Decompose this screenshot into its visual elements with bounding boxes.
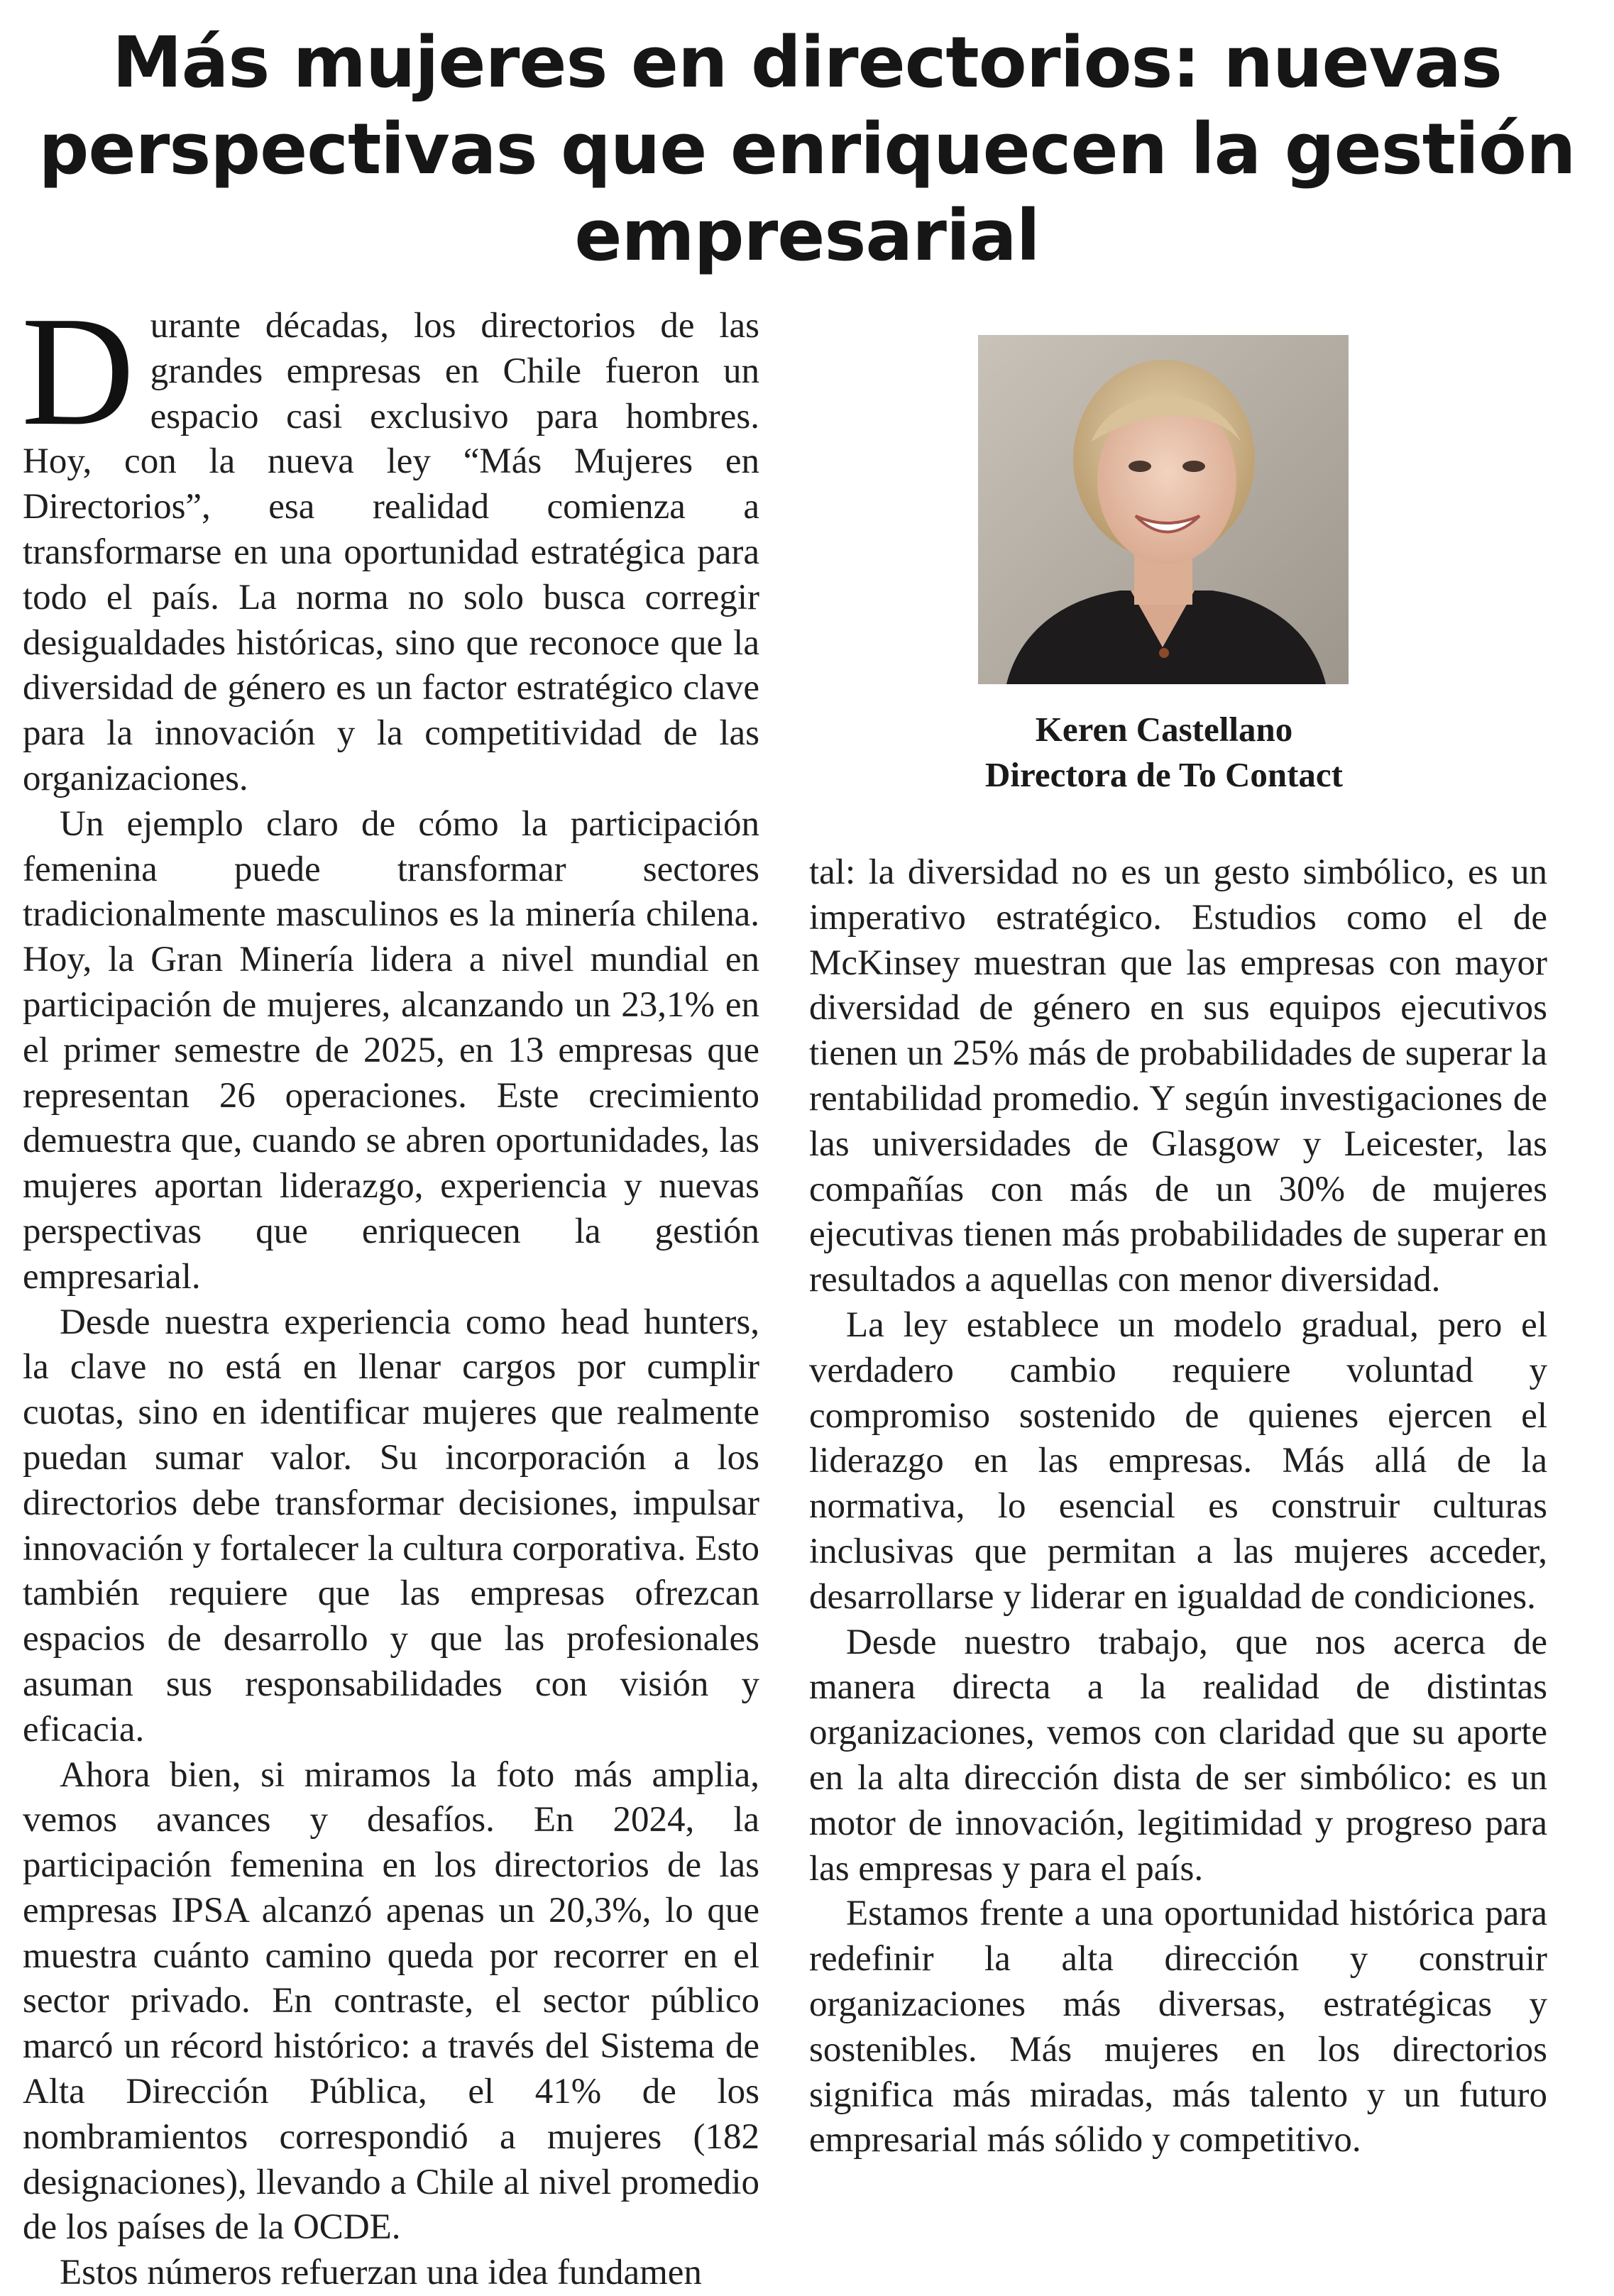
article-paragraph: Desde nuestra experiencia como head hunters, la clave no está en llenar cargos por cumplir cuotas, sino en identificar mujeres que realmente puedan sumar valor. Su incorporación a los directorios debe transformar decisiones, impulsar innovación y fortalecer la cultura corporativa. Esto también requiere que las empresas ofrezcan espacios de desarrollo y que las profesionales asuman sus responsabilidades con visión y eficacia. bbox=[23, 1302, 759, 1750]
article-paragraph: Estamos frente a una oportunidad histórica para redefinir la alta dirección y construir organizaciones más diversas, estratégicas y sostenibles. Más mujeres en los directorios significa más miradas, más talento y un futuro empresarial más sólido y competitivo. bbox=[809, 1894, 1547, 2160]
photo-caption bbox=[873, 707, 1455, 798]
article-column-right bbox=[809, 850, 1547, 2163]
author-name: Keren Castellano bbox=[1035, 710, 1293, 749]
author-photo bbox=[978, 335, 1349, 684]
article-paragraph: Estos números refuerzan una idea fundamen bbox=[60, 2253, 702, 2293]
paragraph-text: urante décadas, los directorios de las grandes empresas en Chile fueron un espacio casi exclusivo para hombres. Hoy, con la nueva ley “Más Mujeres en Directorios”, esa realidad comienza a transformarse en una oportunidad estratégica para todo el país. La norma no solo busca corregir desigualdades históricas, sino que reconoce que la diversidad de género es un factor estratégico clave para la innovación y la competitividad de las organizaciones. bbox=[23, 306, 759, 798]
article-paragraph: Ahora bien, si miramos la foto más amplia, vemos avances y desafíos. En 2024, la participación femenina en los directorios de las empresas IPSA alcanzó apenas un 20,3%, lo que muestra cuánto camino queda por recorrer en el sector privado. En contraste, el sector público marcó un récord histórico: a través del Sistema de Alta Dirección Pública, el 41% de los nombramientos correspondió a mujeres (182 designaciones), llevando a Chile al nivel promedio de los países de la OCDE. bbox=[23, 1754, 759, 2248]
author-role: Directora de To Contact bbox=[985, 755, 1343, 794]
drop-cap: D bbox=[21, 284, 135, 458]
article-paragraph bbox=[21, 284, 759, 802]
article-paragraph: Desde nuestro trabajo, que nos acerca de manera directa a la realidad de distintas organizaciones, vemos con claridad que su aporte en la alta dirección dista de ser simbólico: es un motor de innovación, legitimidad y progreso para las empresas y para el país. bbox=[809, 1622, 1547, 1889]
article-column-left bbox=[21, 284, 759, 2296]
article-paragraph: tal: la diversidad no es un gesto simbólico, es un imperativo estratégico. Estudios como el de McKinsey muestran que las empresas con mayor diversidad de género en sus equipos ejecutivos tienen un 25% más de probabilidades de superar la rentabilidad promedio. Y según investigaciones de las universidades de Glasgow y Leicester, las compañías con más de un 30% de mujeres ejecutivas tienen más probabilidades de superar en resultados a aquellas con menor diversidad. bbox=[809, 852, 1547, 1300]
article-paragraph: La ley establece un modelo gradual, pero el verdadero cambio requiere voluntad y compromiso sostenido de quienes ejercen el liderazgo en las empresas. Más allá de la normativa, lo esencial es construir culturas inclusivas que permitan a las mujeres acceder, desarrollarse y liderar en igualdad de condiciones. bbox=[809, 1304, 1547, 1617]
article-paragraph: Un ejemplo claro de cómo la participación femenina puede transformar sectores tradicionalmente masculinos es la minería chilena. Hoy, la Gran Minería lidera a nivel mundial en participación de mujeres, alcanzando un 23,1% en el primer semestre de 2025, en 13 empresas que representan 26 operaciones. Este crecimiento demuestra que, cuando se abren oportunidades, las mujeres aportan liderazgo, experiencia y nuevas perspectivas que enriquecen la gestión empresarial. bbox=[23, 803, 759, 1297]
article-headline: Más mujeres en directorios: nuevas perspectivas que enriquecen la gestión empresarial bbox=[38, 22, 1576, 277]
